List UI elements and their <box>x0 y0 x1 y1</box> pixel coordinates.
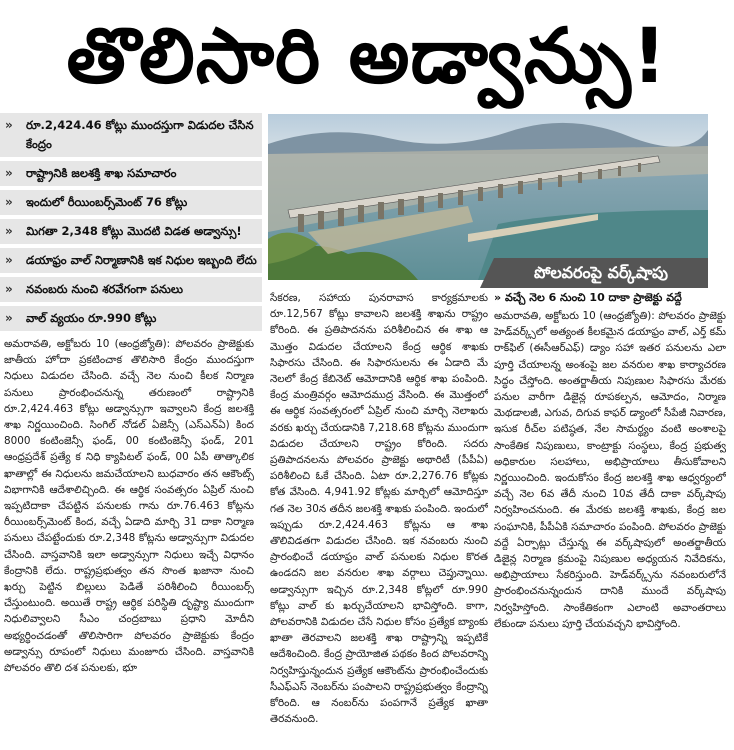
double-arrow-icon: » <box>494 291 505 304</box>
double-arrow-icon: » <box>5 195 13 209</box>
bullet-item: » డయాఫ్రం వాల్ నిర్మాణానికి ఇక నిధుల ఇబ్బంది లేదు <box>0 247 262 273</box>
caption-tab-shape <box>480 258 494 288</box>
photo-caption: పోలవరంపై వర్క్‌షాపు <box>494 258 708 288</box>
article-column-2: సేకరణ, సహాయ పునరావాస కార్యక్రమాలకు రూ.12,567 కోట్లు కావాలని జలశక్తి శాఖను రాష్ట్రం కోరింది. ఈ ప్రతిపాదనను పరిశీలించిన ఈ శాఖ ఆ మొత్తం విడుదల చేయాలని కేంద్ర ఆర్థిక శాఖకు సిఫారసు చేసింది. ఈ సిఫారసులను ఈ ఏడాది మే నెలలో కేంద్ర కేబినెట్ ఆమోదానికి ఆర్థిక శాఖ పంపింది. కేంద్ర మంత్రివర్గం ఆమోదముద్ర వేసింది. ఈ మొత్తంలో ఈ ఆర్థిక సంవత్సరంలో ఏప్రిల్ నుంచి మార్చి నెలాఖరు వరకు ఖర్చు చేయడానికి 7,218.68 కోట్లను ముందుగా విడుదల చేయాలని రాష్ట్రం కోరింది. సదరు ప్రతిపాదనలను పోలవరం ప్రాజెక్టు అథారిటీ (పీపీఏ) పరిశీలించి ఓకే చేసింది. ఏటా రూ.2,276.76 కోట్లకు కోత వేసింది. 4,941.92 కోట్లకు మార్చిలో ఆమోదిస్తూ గత నెల 30న తదీన జలశక్తి శాఖకు పంపింది. ఇందులో ఇప్పుడు రూ.2,424.463 కోట్లను ఆ శాఖ తొలివిడతగా విడుదల చేసింది. ఇక నవంబరు నుంచి ప్రారంభించే డయాఫ్రం వాల్ పనులకు నిధుల కొరత ఉండదని జల వనరుల శాఖ వర్గాలు చెప్తున్నాయి. అడ్వాన్సుగా ఇచ్చిన రూ.2,348 కోట్లలో రూ.990 కోట్లు వాల్ కు ఖర్చుచేయాలని భావిస్తోంది. కాగా, పోలవరానికి విడుదల చేసే నిధుల కోసం ప్రత్యేక బ్యాంకు ఖాతా తెరవాలని జలశక్తి శాఖ రాష్ట్రాన్ని ఇప్పటికే ఆదేశించింది. కేంద్ర ప్రాయోజిత పథకం కింద పోలవరాన్ని నిర్వహిస్తున్నందున ప్రత్యేక ఆకౌంట్‌ను ప్రారంభించేందుకు సీఎఫ్ఎస్ నెంబర్‌ను పంపాలని రాష్ట్రప్రభుత్వం కేంద్రాన్ని కోరింది. ఆ నంబర్‌ను పంపగానే ప్రత్యేక ఖాతా తెరవనుంది. <box>270 292 488 726</box>
headline: తొలిసారి అడ్వాన్సు! <box>66 11 668 100</box>
bullet-item: » రాష్ట్రానికి జలశక్తి శాఖ సమాచారం <box>0 160 262 186</box>
bullet-item: » మిగతా 2,348 కోట్లు మొదటి విడత అడ్వాన్సు! <box>0 218 262 244</box>
double-arrow-icon: » <box>5 224 13 238</box>
bullet-item: » నవంబరు నుంచి శరవేగంగా పనులు <box>0 276 262 302</box>
sub-headline: » వచ్చే నెల 6 నుంచి 10 దాకా ప్రాజెక్టు వద్దే <box>494 291 682 304</box>
bullet-list <box>0 112 262 334</box>
dam-illustration <box>268 114 708 280</box>
article-column-3: అమరావతి, అక్టోబరు 10 (ఆంధ్రజ్యోతి): పోలవరం ప్రాజెక్టు హెడ్‌వర్క్స్‌లో అత్యంత కీలకమైన డయాఫ్రం వాల్, ఎర్త్ కమ్ రాక్‌ఫిల్ (ఈసీఆర్‌ఎఫ్) డ్యాం సహా ఇతర పనులను ఎలా పూర్తి చేయాలన్న అంశంపై జల వనరుల శాఖ కార్యాచరణ సిద్ధం చేస్తోంది. అంతర్జాతీయ నిపుణుల సిఫారసు మేరకు పనుల వారీగా డిజైన్ల రూపకల్పన, ఆమోదం, నిర్మాణ మెథడాలజీ, ఎగువ, దిగువ కాఫర్ డ్యాంలో సీపేజీ నివారణ, ఇసుక రీచ్‌ల పటిష్ఠత, నేల సామర్థ్యం వంటి అంశాలపై సాంకేతిక నిపుణులు, కాంట్రాక్టు సంస్థలు, కేంద్ర ప్రభుత్వ అధికారుల సలహాలు, అభిప్రాయాలు తీసుకోవాలని నిర్ణయించింది. ఇందుకోసం కేంద్ర జలశక్తి శాఖ ఆధ్వర్యంలో వచ్చే నెల 6వ తేదీ నుంచి 10వ తేదీ దాకా వర్క్‌షాపు నిర్వహించనుంది. ఈ మేరకు జలశక్తి శాఖకు, కేంద్ర జల సంఘానికి, పీపీఏకి సమాచారం పంపింది. పోలవరం ప్రాజెక్టు వద్దే ఏర్పాట్లు చేస్తున్న ఈ వర్క్‌షాపులో అంతర్జాతీయ డిజైన్ల నిర్మాణ క్రమంపై నిపుణుల అధ్యయన నివేదికను, అభిప్రాయాలు సేకరిస్తుంది. హెడ్‌వర్క్స్‌ను నవంబరులోనే ప్రారంభించనున్నందున దానికి ముందే వర్క్‌షాపు నిర్వహిస్తోంది. సాంకేతికంగా ఎలాంటి అవాంతరాలు లేకుండా పనులు పూర్తి చేయవచ్చని భావిస్తోంది. <box>494 310 726 630</box>
bullet-item: » వాల్ వ్యయం రూ.990 కోట్లు <box>0 305 262 331</box>
double-arrow-icon: » <box>5 118 13 132</box>
double-arrow-icon: » <box>5 282 13 296</box>
double-arrow-icon: » <box>5 166 13 180</box>
dam-photo <box>268 114 708 280</box>
bullet-item: » రూ.2,424.46 కోట్లు ముందస్తుగా విడుదల చేసిన కేంద్రం <box>0 112 262 157</box>
double-arrow-icon: » <box>5 253 13 267</box>
article-column-1: అమరావతి, అక్టోబరు 10 (ఆంధ్రజ్యోతి): పోలవరం ప్రాజెక్టుకు జాతీయ హోదా ప్రకటించాక తొలిసారి కేంద్రం ముందస్తుగా నిధులు విడుదల చేసింది. వచ్చే నెల నుంచి కీలక నిర్మాణ పనులు ప్రారంభించనున్న తరుణంలో రాష్ట్రానికి రూ.2,424.463 కోట్లు అడ్వాన్సుగా ఇవ్వాలని కేంద్ర జలశక్తి శాఖ నిర్ణయించింది. సింగిల్ నోడల్ ఏజెన్సీ (ఎస్‌ఎన్‌ఏ) కింద 8000 కంటింజెన్సీ ఫండ్, 00 కంటింజెన్సీ ఫండ్, 201 ఆంధ్రప్రదేశ్ ప్రత్యే క నిధి క్యాపిటల్ ఫండ్, 00 ఏపీ తాత్కాలిక ఖాతాల్లో ఈ నిధులను జమచేయాలని బుధవారం తన ఆకౌంట్స్ విభాగానికి ఆదేశాలిచ్చింది. ఈ ఆర్థిక సంవత్సరం ఏప్రిల్ నుంచి ఇప్పటిదాకా చేపట్టిన పనులకు గాను రూ.76.463 కోట్లను రీయింబర్స్‌మెంట్ కింద, వచ్చే ఏడాది మార్చి 31 దాకా నిర్మాణ పనులు చేపట్టేందుకు రూ.2,348 కోట్లను అడ్వాన్సుగా విడుదల చేసింది. వాస్తవానికి ఇలా అడ్వాన్సుగా నిధులు ఇచ్చే విధానం కేంద్రానికి లేదు. రాష్ట్రప్రభుత్వం తన సొంత ఖజానా నుంచి ఖర్చు పెట్టిన బిల్లులు పెడితే పరిశీలించి రీయింబర్స్ చేస్తుంటుంది. అయితే రాష్ట్ర ఆర్థిక పరిస్థితి దృష్ట్యా ముందుగా నిధులివ్వాలని సీఎం చంద్రబాబు ప్రధాని మోదీని అభ్యర్థించడంతో తొలిసారిగా పోలవరం ప్రాజెక్టుకు కేంద్రం అడ్వాన్సు రూపంలో నిధులు మంజూరు చేసింది. వాస్తవానికి పోలవరం తొలి దశ పనులకు, భూ <box>4 338 254 675</box>
double-arrow-icon: » <box>5 311 13 325</box>
bullet-item: » ఇందులో రీయింబర్స్‌మెంట్ 76 కోట్లు <box>0 189 262 215</box>
